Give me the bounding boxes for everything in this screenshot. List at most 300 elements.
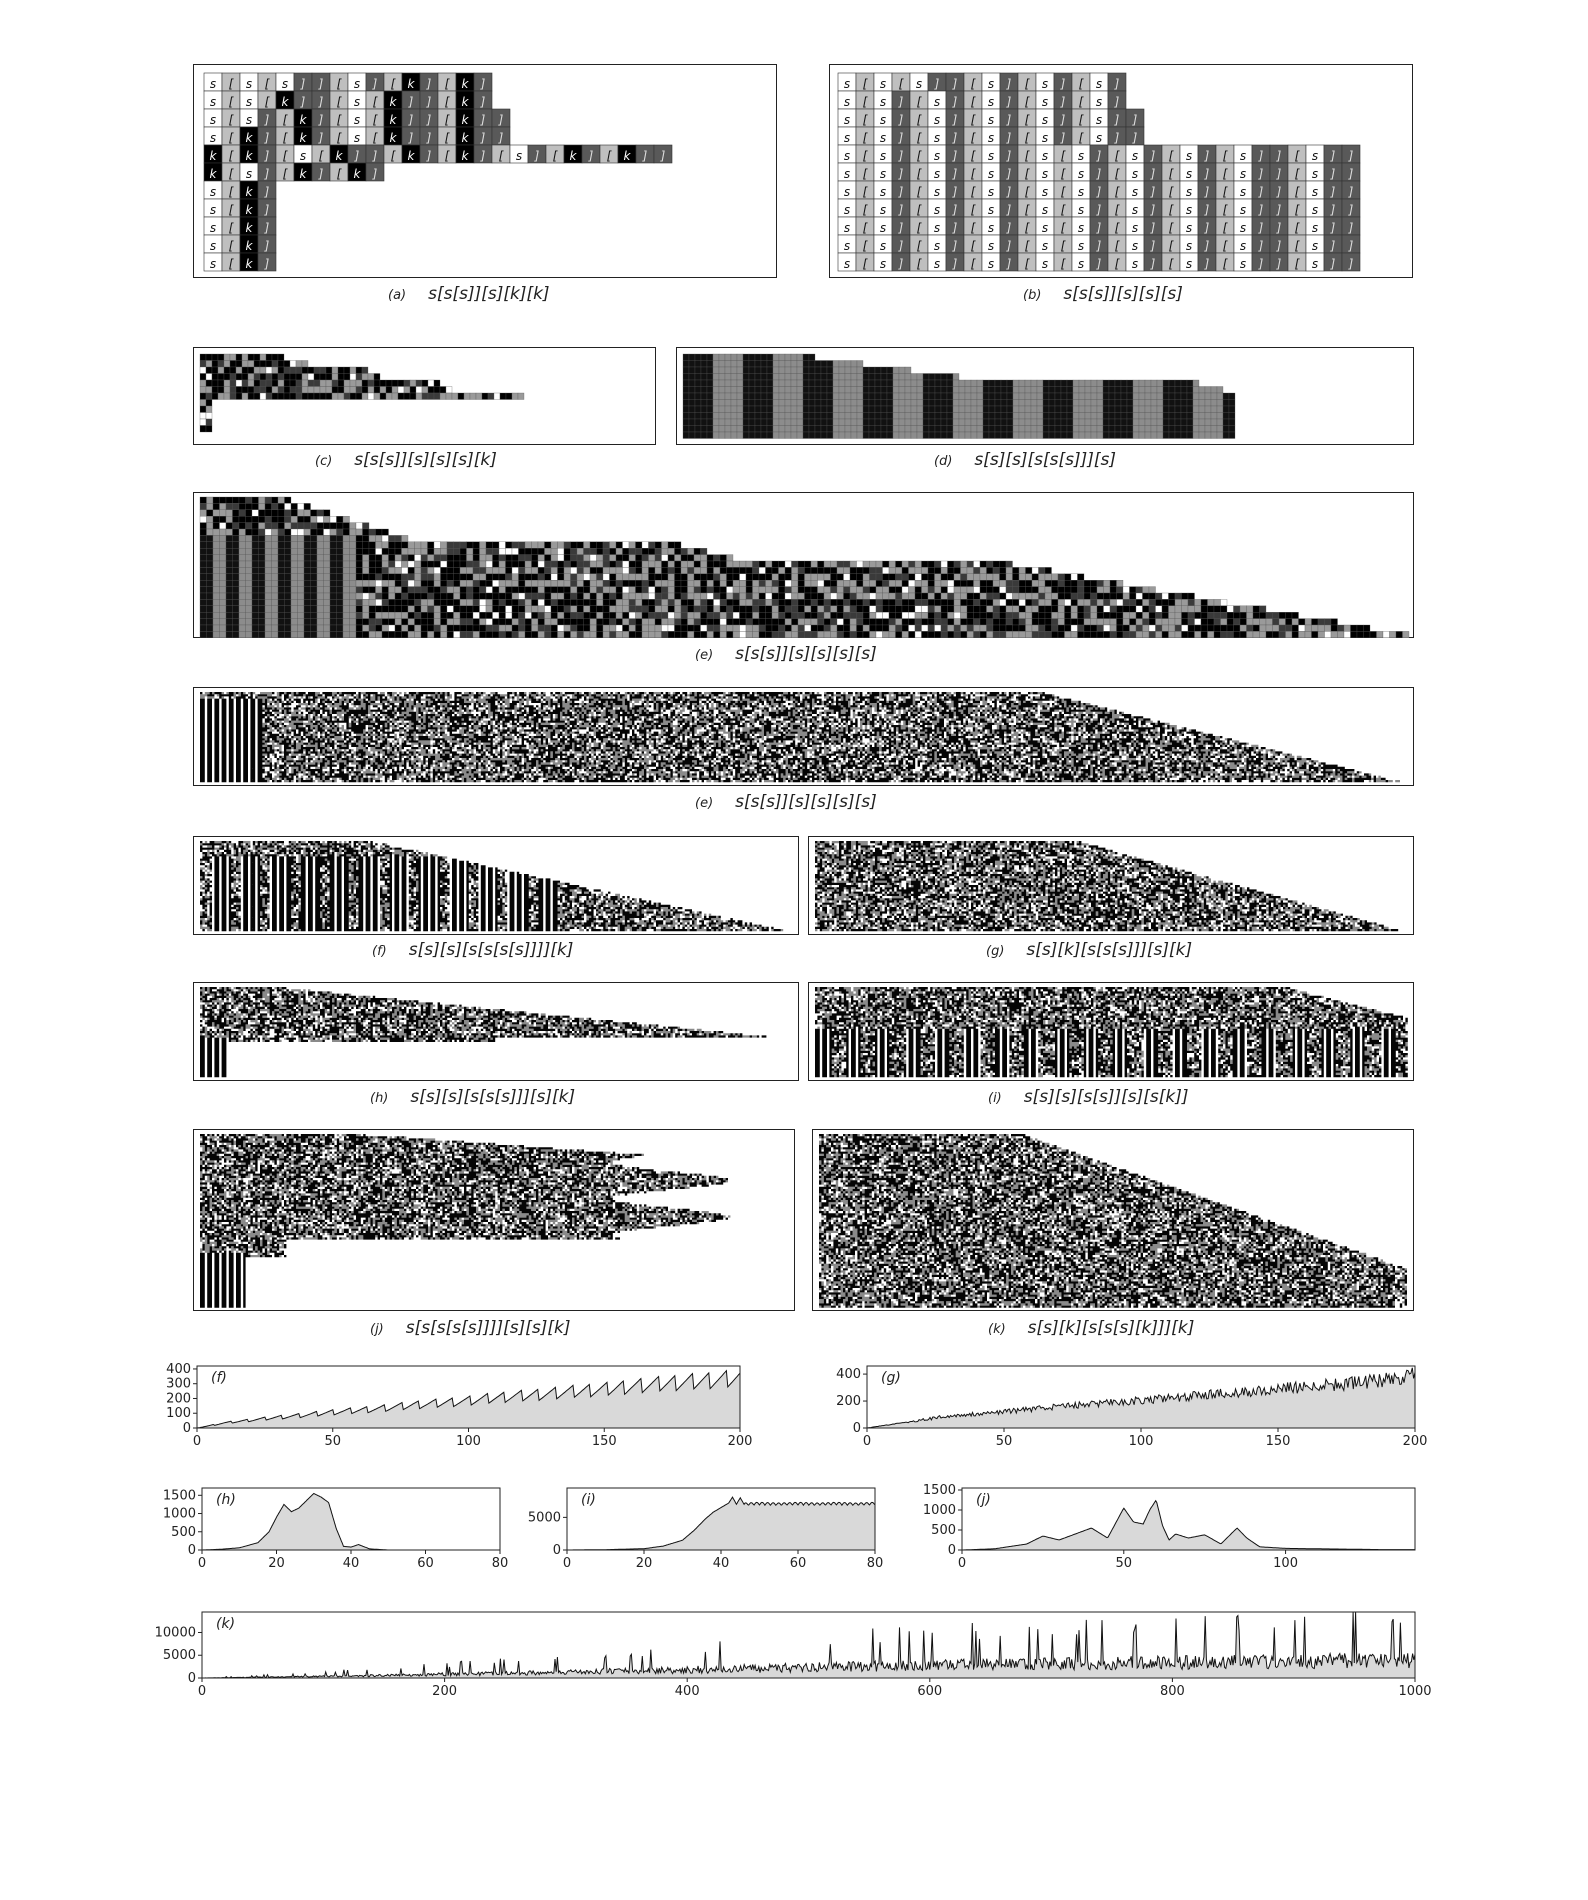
panel-a-pattern [194, 65, 778, 279]
svg-text:[: [ [228, 239, 234, 253]
caption-k-expr: s[s][k][s[s[s][k]]][k] [1027, 1318, 1195, 1338]
svg-text:]: ] [1006, 239, 1012, 253]
svg-text:[: [ [1294, 185, 1300, 199]
svg-text:]: ] [898, 149, 904, 163]
panel-g-pattern [809, 837, 1415, 936]
svg-text:]: ] [264, 203, 270, 217]
svg-text:]: ] [1114, 131, 1120, 145]
y-tick-label: 1000 [922, 1503, 956, 1518]
svg-text:]: ] [898, 113, 904, 127]
svg-text:[: [ [1168, 149, 1174, 163]
svg-text:]: ] [318, 95, 324, 109]
x-tick-label: 0 [197, 1684, 207, 1699]
svg-text:]: ] [372, 77, 378, 91]
svg-text:]: ] [1258, 167, 1264, 181]
svg-text:s: s [1095, 131, 1103, 145]
svg-text:s: s [209, 185, 217, 199]
svg-text:]: ] [1258, 239, 1264, 253]
svg-text:s: s [1095, 77, 1103, 91]
caption-e1-expr: s[s[s]][s][s][s][s] [735, 644, 877, 664]
svg-text:s: s [1311, 239, 1319, 253]
x-tick-label: 50 [1115, 1556, 1133, 1571]
panel-g [808, 836, 1414, 935]
svg-text:s: s [987, 113, 995, 127]
svg-text:[: [ [336, 77, 342, 91]
svg-text:s: s [933, 221, 941, 235]
svg-text:]: ] [1348, 203, 1354, 217]
svg-text:s: s [1041, 95, 1049, 109]
caption-d-expr: s[s][s][s[s[s]]][s] [974, 450, 1116, 470]
svg-text:]: ] [372, 149, 378, 163]
svg-text:]: ] [952, 113, 958, 127]
svg-text:s: s [879, 167, 887, 181]
svg-text:[: [ [1294, 149, 1300, 163]
svg-text:s: s [1311, 203, 1319, 217]
svg-text:[: [ [1024, 131, 1030, 145]
caption-i-tag: (i) [988, 1091, 1002, 1106]
svg-text:[: [ [1024, 185, 1030, 199]
svg-text:]: ] [1114, 95, 1120, 109]
svg-text:k: k [245, 257, 253, 271]
svg-text:s: s [1185, 167, 1193, 181]
panel-e1-pattern [194, 493, 1415, 639]
svg-text:s: s [245, 77, 253, 91]
svg-text:s: s [1041, 149, 1049, 163]
x-tick-label: 150 [1265, 1434, 1291, 1449]
x-tick-label: 0 [862, 1434, 872, 1449]
svg-text:s: s [209, 131, 217, 145]
svg-text:[: [ [228, 167, 234, 181]
svg-text:s: s [1077, 149, 1085, 163]
svg-text:[: [ [970, 185, 976, 199]
svg-text:]: ] [1276, 239, 1282, 253]
panel-c [193, 347, 656, 445]
svg-text:[: [ [1060, 203, 1066, 217]
svg-text:[: [ [282, 113, 288, 127]
svg-text:s: s [1239, 185, 1247, 199]
svg-text:[: [ [606, 149, 612, 163]
svg-text:]: ] [1348, 149, 1354, 163]
svg-text:s: s [933, 257, 941, 271]
svg-text:]: ] [1132, 131, 1138, 145]
svg-text:]: ] [300, 95, 306, 109]
svg-text:s: s [843, 149, 851, 163]
panel-e2-pattern [194, 688, 1415, 787]
svg-text:[: [ [862, 77, 868, 91]
x-tick-label: 50 [995, 1434, 1013, 1449]
svg-text:]: ] [952, 167, 958, 181]
svg-text:[: [ [1168, 185, 1174, 199]
svg-text:s: s [987, 203, 995, 217]
svg-text:]: ] [934, 77, 940, 91]
svg-text:]: ] [1096, 167, 1102, 181]
svg-text:]: ] [898, 203, 904, 217]
svg-text:s: s [933, 185, 941, 199]
y-tick-label: 5000 [527, 1510, 561, 1526]
svg-text:[: [ [1024, 113, 1030, 127]
svg-text:s: s [209, 77, 217, 91]
svg-text:[: [ [318, 149, 324, 163]
svg-text:]: ] [898, 257, 904, 271]
svg-text:[: [ [1114, 149, 1120, 163]
caption-j [370, 1318, 570, 1338]
svg-text:[: [ [444, 131, 450, 145]
panel-e2 [193, 687, 1414, 786]
svg-text:s: s [515, 149, 523, 163]
x-tick-label: 60 [789, 1556, 807, 1571]
svg-text:k: k [245, 239, 253, 253]
svg-text:[: [ [970, 95, 976, 109]
svg-text:]: ] [898, 167, 904, 181]
svg-text:s: s [1095, 95, 1103, 109]
svg-text:[: [ [916, 131, 922, 145]
svg-text:s: s [1041, 113, 1049, 127]
svg-text:k: k [461, 95, 469, 109]
svg-text:[: [ [282, 149, 288, 163]
svg-text:s: s [209, 113, 217, 127]
svg-text:[: [ [1294, 221, 1300, 235]
svg-text:]: ] [264, 257, 270, 271]
svg-text:s: s [1311, 149, 1319, 163]
svg-text:]: ] [1096, 239, 1102, 253]
svg-text:[: [ [1222, 221, 1228, 235]
y-tick-label: 1500 [162, 1488, 196, 1504]
svg-text:[: [ [862, 149, 868, 163]
svg-text:[: [ [228, 113, 234, 127]
panel-e1 [193, 492, 1414, 638]
svg-text:s: s [1077, 239, 1085, 253]
svg-text:s: s [843, 77, 851, 91]
chart-f [150, 1360, 753, 1452]
x-tick-label: 0 [192, 1434, 202, 1449]
svg-text:]: ] [1330, 185, 1336, 199]
svg-text:k: k [461, 149, 469, 163]
svg-text:s: s [1131, 221, 1139, 235]
svg-text:[: [ [1114, 257, 1120, 271]
chart-i-svg [525, 1482, 885, 1574]
caption-g-expr: s[s][k][s[s[s]]][s][k] [1026, 940, 1193, 960]
chart-f-svg [150, 1360, 753, 1452]
svg-text:]: ] [952, 257, 958, 271]
x-tick-label: 150 [591, 1434, 617, 1449]
svg-text:[: [ [228, 131, 234, 145]
svg-text:]: ] [372, 167, 378, 181]
svg-text:]: ] [480, 113, 486, 127]
svg-text:s: s [987, 149, 995, 163]
caption-k [988, 1318, 1194, 1338]
chart-line [202, 1494, 500, 1551]
svg-text:s: s [987, 131, 995, 145]
svg-text:k: k [245, 203, 253, 217]
chart-i [525, 1482, 885, 1574]
svg-text:k: k [389, 113, 397, 127]
svg-text:k: k [461, 77, 469, 91]
svg-text:s: s [1077, 167, 1085, 181]
svg-text:[: [ [1114, 185, 1120, 199]
svg-text:]: ] [1330, 257, 1336, 271]
svg-text:s: s [987, 257, 995, 271]
svg-text:]: ] [952, 77, 958, 91]
svg-text:[: [ [916, 95, 922, 109]
svg-text:s: s [1041, 167, 1049, 181]
svg-text:]: ] [1006, 257, 1012, 271]
x-tick-label: 20 [268, 1556, 285, 1571]
svg-text:s: s [1041, 221, 1049, 235]
svg-text:s: s [1041, 257, 1049, 271]
svg-text:]: ] [264, 131, 270, 145]
svg-text:s: s [209, 239, 217, 253]
svg-text:]: ] [408, 95, 414, 109]
svg-text:s: s [879, 149, 887, 163]
svg-text:[: [ [390, 77, 396, 91]
svg-text:[: [ [862, 221, 868, 235]
svg-text:s: s [933, 239, 941, 253]
panel-i-pattern [809, 983, 1415, 1082]
svg-text:[: [ [228, 203, 234, 217]
svg-text:]: ] [1096, 203, 1102, 217]
svg-text:]: ] [1276, 203, 1282, 217]
y-tick-label: 0 [182, 1421, 191, 1436]
svg-text:s: s [1077, 185, 1085, 199]
svg-text:[: [ [552, 149, 558, 163]
svg-text:]: ] [1060, 131, 1066, 145]
svg-text:[: [ [1024, 203, 1030, 217]
svg-text:s: s [843, 95, 851, 109]
svg-text:[: [ [228, 149, 234, 163]
svg-text:s: s [245, 95, 253, 109]
svg-text:]: ] [264, 185, 270, 199]
svg-text:s: s [1041, 203, 1049, 217]
svg-text:s: s [843, 203, 851, 217]
svg-text:]: ] [952, 203, 958, 217]
svg-text:s: s [1311, 167, 1319, 181]
svg-text:s: s [879, 221, 887, 235]
svg-text:[: [ [970, 203, 976, 217]
svg-text:k: k [407, 149, 415, 163]
svg-text:s: s [1131, 257, 1139, 271]
svg-text:]: ] [1006, 221, 1012, 235]
svg-text:]: ] [1006, 77, 1012, 91]
chart-tag: (k) [216, 1616, 236, 1632]
svg-text:]: ] [1096, 221, 1102, 235]
svg-text:s: s [843, 131, 851, 145]
caption-e2 [695, 792, 877, 812]
y-tick-label: 500 [171, 1524, 196, 1540]
svg-text:s: s [353, 113, 361, 127]
y-tick-label: 0 [852, 1421, 861, 1436]
svg-text:[: [ [970, 221, 976, 235]
svg-text:[: [ [1222, 149, 1228, 163]
x-tick-label: 200 [727, 1434, 753, 1449]
svg-text:]: ] [642, 149, 648, 163]
caption-e1 [695, 644, 877, 664]
svg-text:]: ] [1060, 113, 1066, 127]
svg-text:[: [ [970, 239, 976, 253]
svg-text:]: ] [426, 77, 432, 91]
svg-text:[: [ [372, 113, 378, 127]
svg-text:]: ] [952, 185, 958, 199]
svg-text:[: [ [916, 257, 922, 271]
svg-text:s: s [1077, 221, 1085, 235]
chart-area [202, 1612, 1415, 1678]
svg-text:]: ] [1258, 149, 1264, 163]
x-tick-label: 800 [1159, 1684, 1185, 1699]
svg-text:s: s [843, 113, 851, 127]
svg-text:[: [ [228, 185, 234, 199]
chart-tag: (j) [976, 1492, 991, 1508]
svg-text:s: s [1239, 203, 1247, 217]
svg-text:k: k [407, 77, 415, 91]
svg-text:]: ] [1204, 185, 1210, 199]
x-tick-label: 80 [491, 1556, 509, 1571]
svg-text:[: [ [1024, 257, 1030, 271]
svg-text:k: k [209, 149, 217, 163]
svg-text:[: [ [444, 113, 450, 127]
svg-text:[: [ [916, 203, 922, 217]
svg-text:[: [ [1024, 77, 1030, 91]
x-tick-label: 40 [342, 1556, 360, 1571]
svg-text:[: [ [1060, 239, 1066, 253]
svg-text:s: s [933, 167, 941, 181]
caption-b-tag: (b) [1023, 288, 1042, 303]
svg-text:[: [ [1294, 257, 1300, 271]
panel-h-pattern [194, 983, 800, 1082]
svg-text:k: k [353, 167, 361, 181]
caption-g [986, 940, 1192, 960]
chart-g-svg [825, 1360, 1428, 1452]
svg-text:[: [ [1060, 149, 1066, 163]
y-tick-label: 500 [931, 1523, 956, 1538]
svg-text:]: ] [1348, 257, 1354, 271]
svg-text:s: s [879, 77, 887, 91]
y-tick-label: 0 [187, 1671, 196, 1686]
chart-tag: (f) [211, 1370, 227, 1386]
svg-text:s: s [1077, 257, 1085, 271]
caption-j-tag: (j) [370, 1322, 384, 1337]
panel-d-pattern [677, 348, 1415, 446]
svg-text:]: ] [1150, 149, 1156, 163]
svg-text:]: ] [426, 113, 432, 127]
chart-tag: (g) [881, 1370, 901, 1386]
caption-i-expr: s[s][s][s[s]][s][s[k]] [1023, 1087, 1189, 1107]
svg-text:s: s [879, 203, 887, 217]
svg-text:s: s [1239, 239, 1247, 253]
svg-text:s: s [915, 77, 923, 91]
svg-text:[: [ [970, 113, 976, 127]
panel-b-pattern [830, 65, 1414, 279]
svg-text:]: ] [588, 149, 594, 163]
svg-text:s: s [1185, 221, 1193, 235]
svg-text:[: [ [1078, 131, 1084, 145]
svg-text:s: s [209, 203, 217, 217]
svg-text:]: ] [898, 239, 904, 253]
svg-text:k: k [299, 131, 307, 145]
svg-text:]: ] [318, 77, 324, 91]
svg-text:[: [ [1294, 203, 1300, 217]
svg-text:k: k [209, 167, 217, 181]
svg-text:]: ] [952, 239, 958, 253]
svg-text:[: [ [390, 149, 396, 163]
svg-text:[: [ [1060, 185, 1066, 199]
panel-f-pattern [194, 837, 800, 936]
svg-text:s: s [879, 257, 887, 271]
caption-b-expr: s[s[s]][s][s][s] [1063, 284, 1183, 304]
svg-text:k: k [461, 131, 469, 145]
svg-text:s: s [843, 167, 851, 181]
svg-text:k: k [299, 167, 307, 181]
svg-text:]: ] [1204, 203, 1210, 217]
svg-text:[: [ [1114, 239, 1120, 253]
svg-text:]: ] [898, 131, 904, 145]
svg-text:s: s [987, 167, 995, 181]
svg-text:[: [ [970, 167, 976, 181]
chart-j-svg [900, 1482, 1425, 1574]
svg-text:]: ] [952, 131, 958, 145]
svg-text:]: ] [1330, 149, 1336, 163]
svg-text:s: s [245, 167, 253, 181]
svg-text:]: ] [480, 149, 486, 163]
x-tick-label: 400 [674, 1684, 700, 1699]
svg-text:[: [ [1114, 221, 1120, 235]
svg-text:k: k [245, 185, 253, 199]
svg-text:s: s [1131, 203, 1139, 217]
svg-text:k: k [335, 149, 343, 163]
svg-text:k: k [461, 113, 469, 127]
svg-text:s: s [843, 239, 851, 253]
svg-text:]: ] [498, 131, 504, 145]
svg-text:[: [ [1078, 113, 1084, 127]
panel-c-pattern [194, 348, 657, 446]
svg-text:[: [ [916, 221, 922, 235]
x-tick-label: 100 [1273, 1556, 1298, 1571]
svg-text:s: s [933, 95, 941, 109]
svg-text:[: [ [1078, 95, 1084, 109]
caption-a-expr: s[s[s]][s][k][k] [428, 284, 550, 304]
y-tick-label: 10000 [154, 1625, 196, 1641]
y-tick-label: 400 [166, 1361, 191, 1377]
svg-text:]: ] [264, 167, 270, 181]
svg-text:]: ] [534, 149, 540, 163]
svg-text:s: s [879, 131, 887, 145]
caption-e1-tag: (e) [695, 648, 714, 663]
svg-text:[: [ [862, 239, 868, 253]
svg-text:[: [ [1024, 221, 1030, 235]
svg-text:s: s [879, 239, 887, 253]
y-tick-label: 100 [166, 1406, 191, 1422]
svg-text:s: s [1185, 203, 1193, 217]
svg-text:]: ] [1096, 149, 1102, 163]
svg-text:[: [ [1024, 95, 1030, 109]
caption-b [1023, 284, 1183, 304]
svg-text:]: ] [264, 239, 270, 253]
svg-text:[: [ [372, 131, 378, 145]
svg-text:s: s [1239, 167, 1247, 181]
chart-k [150, 1606, 1432, 1702]
svg-text:k: k [245, 131, 253, 145]
svg-text:]: ] [1204, 167, 1210, 181]
caption-h-expr: s[s][s][s[s[s]]][s][k] [410, 1087, 576, 1107]
svg-text:]: ] [1006, 95, 1012, 109]
svg-text:s: s [1077, 203, 1085, 217]
svg-text:[: [ [1168, 167, 1174, 181]
svg-text:]: ] [1330, 221, 1336, 235]
chart-tag: (h) [216, 1492, 236, 1508]
svg-text:]: ] [1150, 203, 1156, 217]
y-tick-label: 0 [947, 1543, 956, 1558]
svg-text:]: ] [480, 95, 486, 109]
svg-text:[: [ [1222, 203, 1228, 217]
svg-text:]: ] [1006, 185, 1012, 199]
